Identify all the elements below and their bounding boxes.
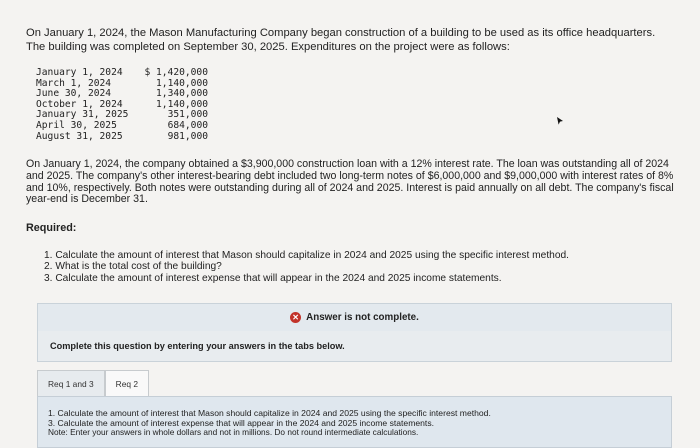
requirement-item: 3. Calculate the amount of interest expense that will appear in the 2024 and 2025 income statements. [44, 272, 502, 284]
panel-instruction-line: 1. Calculate the amount of interest that Mason should capitalize in 2024 and 2025 using the specific interest method. [48, 408, 491, 418]
required-heading: Required: [26, 222, 77, 234]
expenditures-table [36, 68, 208, 142]
panel-instruction-line: 3. Calculate the amount of interest expense that will appear in the 2024 and 2025 income statements. [48, 417, 435, 428]
expenditure-date: August 31, 2025 [36, 130, 123, 142]
instructions-panel [37, 331, 672, 362]
problem-intro: On January 1, 2024, the Mason Manufacturing Company began construction of a building to be used as its office headquarters. The building was completed on September 30, 2025. Expenditures on the project were as follows: [26, 27, 656, 53]
status-text: Answer is not complete. [306, 312, 419, 323]
expenditure-row [36, 121, 208, 132]
x-circle-icon: ✕ [290, 312, 301, 323]
expenditure-date: January 31, 2025 [36, 109, 129, 121]
requirement-item: 1. Calculate the amount of interest that Mason should capitalize in 2024 and 2025 using the specific interest method. [44, 250, 569, 261]
expenditure-amount: 981,000 [167, 130, 208, 142]
expenditure-date: March 1, 2024 [36, 77, 112, 89]
tab-bar [37, 370, 149, 396]
requirement-item: 2. What is the total cost of the building? [44, 261, 222, 273]
active-tab-panel [37, 396, 672, 448]
expenditure-row [36, 132, 208, 143]
expenditure-date: April 30, 2025 [36, 119, 117, 131]
expenditure-date: January 1, 2024 [36, 67, 123, 78]
loan-paragraph: On January 1, 2024, the company obtained a $3,900,000 construction loan with a 12% interest rate. The loan was outstanding all of 2024 and 2025. The company's other interest-bearing debt included two long-term notes of $6,000,000 and $9,000,000 with interest rates of 8% and 10%, respectively. Both notes were outstanding during all of 2024 and 2025. Interest is paid annually on all debt. The company's fiscal year-end is December 31. [26, 158, 674, 206]
instructions-text: Complete this question by entering your answers in the tabs below. [50, 341, 345, 351]
expenditure-date: June 30, 2024 [36, 88, 112, 100]
expenditure-row [36, 68, 208, 79]
expenditure-amount: 684,000 [167, 119, 208, 131]
mouse-pointer-icon [556, 117, 564, 125]
expenditure-amount: $ 1,420,000 [144, 67, 208, 78]
expenditure-amount: 1,140,000 [156, 98, 208, 110]
expenditure-date: October 1, 2024 [36, 98, 123, 110]
expenditure-amount: 1,340,000 [156, 88, 208, 100]
expenditure-amount: 1,140,000 [156, 77, 208, 89]
tab-req-1-and-3[interactable]: Req 1 and 3 [37, 370, 105, 397]
answer-status-banner [37, 303, 672, 333]
panel-note: Note: Enter your answers in whole dollars and not in millions. Do not round intermediate calculations. [48, 427, 419, 438]
expenditure-amount: 351,000 [167, 109, 208, 121]
requirements-list [44, 250, 664, 284]
tab-req-2[interactable]: Req 2 [105, 370, 149, 397]
